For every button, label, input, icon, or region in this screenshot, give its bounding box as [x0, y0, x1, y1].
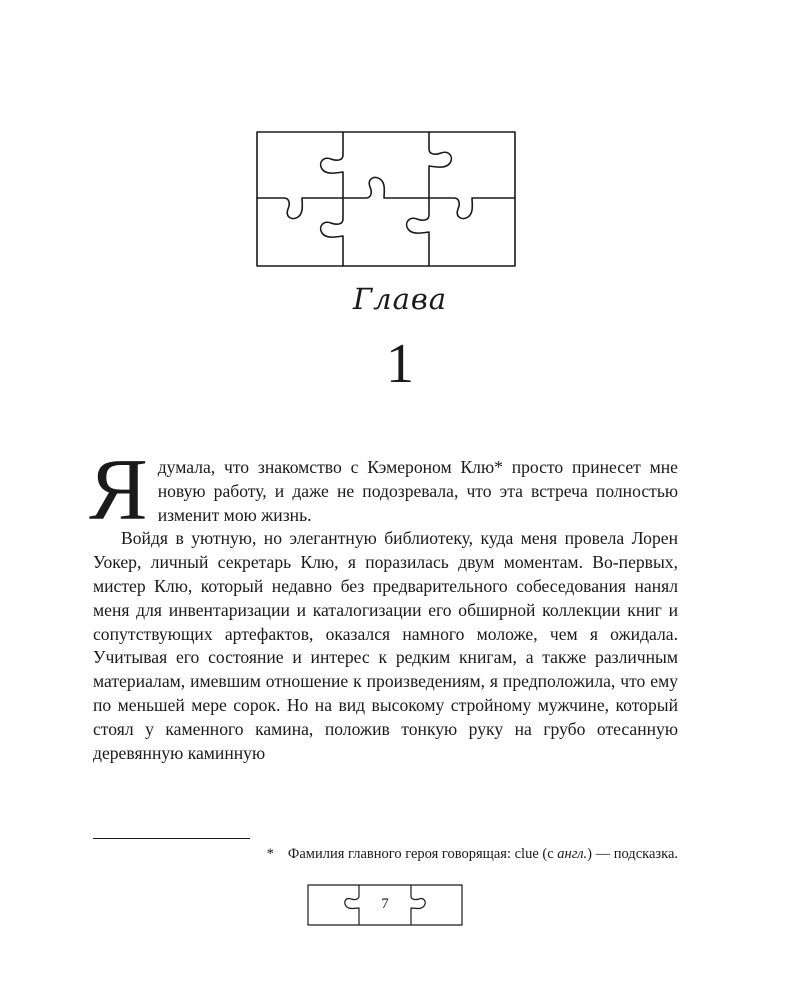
chapter-label: Глава	[352, 282, 448, 316]
puzzle-illustration	[256, 131, 516, 267]
chapter-body	[89, 442, 678, 765]
chapter-number: 1	[386, 333, 414, 395]
footnote-text-before: Фамилия главного героя говорящая: clue (с	[287, 846, 558, 862]
paragraph-2: Войдя в уютную, но элегантную библиотеку, куда меня провела Лорен Уокер, личный секретарь Клю, я поразилась двум моментам. Во-первых, мистер Клю, который недавно без предварительного собеседования нанял меня для инвентаризации и каталогизации его обширной коллекции книг и сопутствующих артефактов, оказался намного моложе, чем я ожидала. Учитывая его состояние и интерес к редким книгам, а также различным материалам, имевшим отношение к произведениям, я предположила, что ему по меньшей мере сорок. Но на вид высокому стройному мужчине, который стоял у каменного камина, положив тонкую руку на грубо отесанную деревянную каминную	[93, 528, 678, 763]
footnote-mark: *	[266, 846, 274, 862]
footnote	[93, 845, 678, 863]
footnote-text-italic: англ.	[557, 846, 588, 862]
page-number: 7	[381, 896, 389, 912]
footnote-divider	[93, 838, 250, 839]
footnote-text-after: ) — подсказка.	[587, 846, 678, 862]
paragraph-1-text: думала, что знакомство с Кэмероном Клю* просто принесет мне новую работу, и даже не подозревала, что эта встреча полностью изменит мою жизнь.	[157, 457, 678, 525]
paragraph-1	[89, 442, 678, 539]
drop-cap: Я	[89, 442, 148, 539]
puzzle-icon	[256, 131, 516, 267]
